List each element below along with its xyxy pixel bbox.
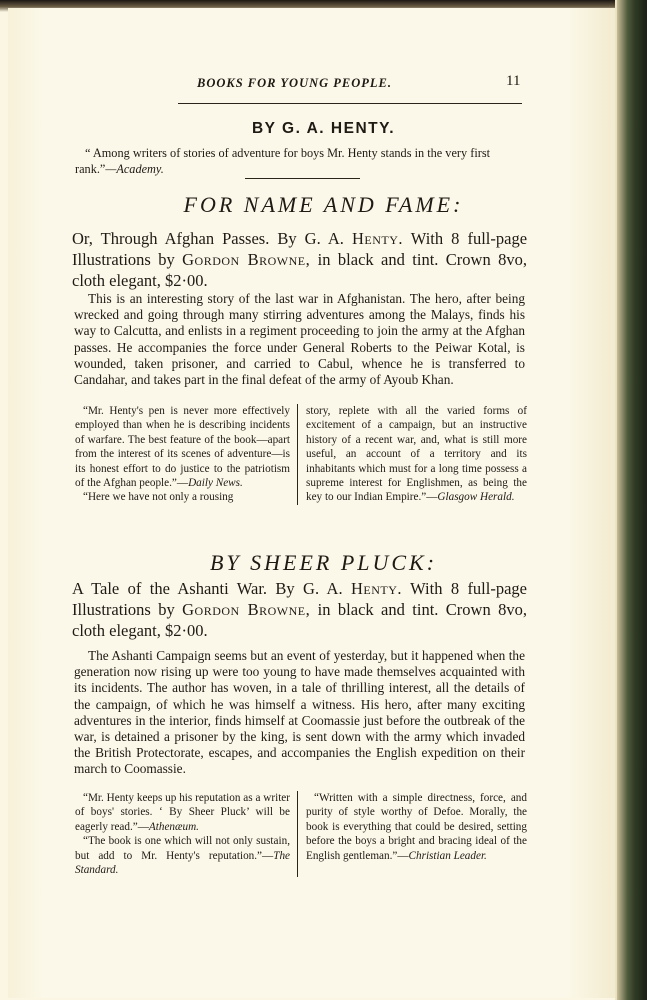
illustrator-name: Gordon Browne, <box>182 600 311 619</box>
author-name: Henty. <box>351 229 404 248</box>
reviews-left-column <box>75 791 298 877</box>
review-source: The Standard. <box>75 849 290 877</box>
subtitle-text: A Tale of the Ashanti War. By G. A. <box>72 579 343 598</box>
author-quote-source: —Academy. <box>105 162 164 176</box>
review-text: story, replete with all the varied forms of excitement of a campaign, but an instructive history of a recent war, and, what is still more useful, an account of a territory and its inhabitants which must for a long time possess a supreme interest for Englishmen, as being the key to our Indian Empire.”— <box>306 405 527 504</box>
review-source: Christian Leader. <box>408 849 487 862</box>
book-title-2: BY SHEER PLUCK: <box>209 550 438 575</box>
reviews-2 <box>75 791 527 877</box>
review-quote <box>75 404 290 490</box>
review-text: “Here we have not only a rousing <box>83 491 234 504</box>
reviews-right-column <box>298 791 527 877</box>
illustrator-name: Gordon Browne, <box>182 250 311 269</box>
review-source: Athenæum. <box>148 820 199 833</box>
header-rule <box>178 103 522 104</box>
subtitle-text: in black and tint. Crown 8vo, cloth elegant, $2·00. <box>72 600 528 640</box>
review-text: “Written with a simple directness, force, and purity of style worthy of Defoe. Morally, the book is everything that could be desired, setting before the boys a bright and bracing ideal of the English gentleman.”— <box>306 792 527 862</box>
subtitle-text: With 8 full-page Illustrations by <box>72 229 528 269</box>
review-quote <box>75 791 290 834</box>
book-subtitle-1 <box>72 228 527 291</box>
reviews-right-column <box>298 404 527 505</box>
book-subtitle-2 <box>72 578 527 641</box>
subtitle-text: in black and tint. Crown 8vo, cloth elegant, $2·00. <box>72 250 528 290</box>
review-text: “The book is one which will not only sustain, but add to Mr. Henty's reputation.”— <box>75 835 290 862</box>
review-quote <box>306 791 527 863</box>
running-head: BOOKS FOR YOUNG PEOPLE. <box>197 76 393 90</box>
author-quote <box>75 145 525 177</box>
author-quote-text: “ Among writers of stories of adventure for boys Mr. Henty stands in the very first rank.” <box>75 146 491 176</box>
review-quote <box>306 404 527 505</box>
review-source: Glasgow Herald. <box>437 491 515 504</box>
subtitle-text: With 8 full-page Illustrations by <box>72 579 527 619</box>
author-heading: BY G. A. HENTY. <box>251 120 396 137</box>
subtitle-text: Or, Through Afghan Passes. By G. A. <box>72 229 344 248</box>
review-quote <box>75 834 290 877</box>
reviews-1 <box>75 404 527 505</box>
section-divider <box>245 178 360 179</box>
book-spine <box>617 0 647 1000</box>
author-name: Henty. <box>350 579 403 598</box>
book-description-1: This is an interesting story of the last war in Afghanistan. The hero, after being wrecked and going through many stirring adventures among the Malays, finds his way to Calcutta, and enlists in a regiment proceeding to join the army at the Afghan passes. He accompanies the force under General Roberts to the Peiwar Kotal, is wounded, taken prisoner, and carried to Cabul, whence he is transferred to Candahar, and takes part in the final defeat of the army of Ayoub Khan. <box>74 291 525 388</box>
review-text: “Mr. Henty keeps up his reputation as a writer of boys' stories. ‘ By Sheer Pluck’ will be eagerly read.”— <box>75 792 290 833</box>
reviews-left-column <box>75 404 298 505</box>
book-description-2: The Ashanti Campaign seems but an event of yesterday, but it happened when the generation now rising up were too young to have made themselves acquainted with its incidents. The author has woven, in a tale of thrilling interest, all the details of the campaign, of which he was himself a witness. His hero, after many exciting adventures in the interior, finds himself at Coomassie just before the outbreak of the war, is detained a prisoner by the king, is sent down with the army which invaded the British Protectorate, escapes, and accompanies the English expedition on their march to Coomassie. <box>74 648 525 777</box>
review-source: Daily News. <box>188 477 243 490</box>
review-text: “Mr. Henty's pen is never more effectively employed than when he is describing incidents of warfare. The best feature of the book—apart from the interest of its scenes of adventure—is its honest effort to do justice to the patriotism of the Afghan people.”— <box>75 405 290 490</box>
book-title-1: FOR NAME AND FAME: <box>183 192 464 217</box>
page-number: 11 <box>506 73 521 89</box>
review-quote <box>75 490 290 504</box>
